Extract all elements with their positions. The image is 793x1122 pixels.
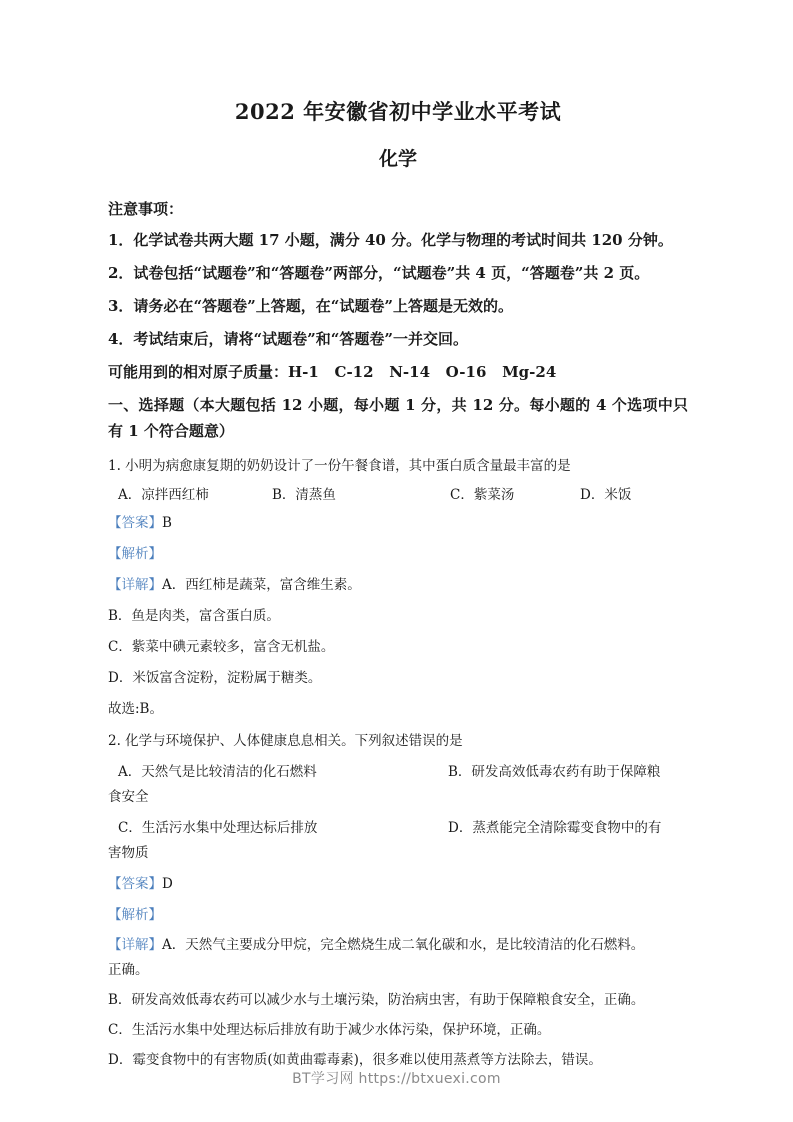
question-1-detail-d: D．米饭富含淀粉，淀粉属于糖类。: [108, 669, 322, 686]
question-1-detail-b: B．鱼是肉类，富含蛋白质。: [108, 607, 280, 624]
question-2-answer: [108, 874, 688, 896]
notice-heading: 注意事项：: [108, 199, 184, 218]
atomic-mass-line: 可能用到的相对原子质量：H-1 C-12 N-14 O-16 Mg-24: [108, 363, 557, 382]
page-content: [108, 0, 688, 1072]
question-1-detail-c: C．紫菜中碘元素较多，富含无机盐。: [108, 638, 335, 655]
notice-item-3: 3．请务必在“答题卷”上答题，在“试题卷”上答题是无效的。: [108, 296, 513, 315]
question-2-analysis-tag: [108, 905, 688, 927]
detail-text: A．天然气主要成分甲烷，完全燃烧生成二氧化碳和水，是比较清洁的化石燃料。: [162, 937, 645, 954]
question-2-options-row-1: [108, 762, 688, 784]
analysis-tag: 【解析】: [108, 546, 162, 563]
detail-tag: 【详解】: [108, 937, 162, 954]
detail-tag: 【详解】: [108, 577, 162, 594]
answer-tag: 【答案】: [108, 515, 162, 532]
footer-watermark: BT学习网 https://btxuexi.com: [292, 1071, 501, 1087]
question-2-option-c[interactable]: C．生活污水集中处理达标后排放: [118, 819, 318, 836]
question-1-options: [108, 485, 688, 504]
notice-item-2: 2．试卷包括“试题卷”和“答题卷”两部分，“试题卷”共 4 页，“答题卷”共 2 页。: [108, 264, 650, 283]
question-1-stem: 1. 小明为病愈康复期的奶奶设计了一份午餐食谱，其中蛋白质含量最丰富的是: [108, 457, 571, 474]
question-2-option-d-wrap: 害物质: [108, 844, 149, 861]
question-1-option-c[interactable]: C．紫菜汤: [450, 487, 515, 504]
question-2-option-b[interactable]: B．研发高效低毒农药有助于保障粮: [448, 764, 661, 781]
question-2-option-a[interactable]: A．天然气是比较清洁的化石燃料: [118, 764, 317, 781]
detail-text: A．西红柿是蔬菜，富含维生素。: [162, 577, 361, 594]
question-2-option-b-wrap: 食安全: [108, 789, 149, 806]
subject-title: 化学: [378, 148, 417, 171]
answer-value: B: [162, 515, 172, 532]
question-1-conclusion: 故选:B。: [108, 700, 163, 717]
question-1-option-a[interactable]: A．凉拌西红柿: [118, 487, 209, 504]
question-2-detail-d: D．霉变食物中的有害物质(如黄曲霉毒素)，很多难以使用蒸煮等方法除去，错误。: [108, 1051, 602, 1068]
question-1-option-b[interactable]: B．清蒸鱼: [272, 487, 336, 504]
question-2-options-row-2: [108, 818, 688, 840]
question-2-detail-c: C．生活污水集中处理达标后排放有助于减少水体污染，保护环境，正确。: [108, 1021, 551, 1038]
analysis-tag: 【解析】: [108, 906, 162, 923]
question-2-detail-b: B．研发高效低毒农药可以减少水与土壤污染，防治病虫害，有助于保障粮食安全，正确。: [108, 992, 645, 1009]
question-2-detail-first-wrap: 正确。: [108, 962, 149, 979]
question-1-analysis-tag: [108, 544, 688, 566]
section-heading: 一、选择题（本大题包括 12 小题，每小题 1 分，共 12 分。每小题的 4 个选项中只有 1 个符合题意）: [108, 395, 688, 440]
question-1-answer: [108, 513, 688, 535]
answer-value: D: [162, 875, 173, 892]
question-2-detail-first: [108, 935, 688, 957]
notice-item-4: 4．考试结束后，请将“试题卷”和“答题卷”一并交回。: [108, 329, 468, 348]
notice-item-1: 1．化学试卷共两大题 17 小题，满分 40 分。化学与物理的考试时间共 120 分钟。: [108, 231, 673, 250]
question-1-detail-first: [108, 575, 688, 597]
question-1-option-d[interactable]: D．米饭: [580, 487, 632, 504]
question-2-stem: 2. 化学与环境保护、人体健康息息相关。下列叙述错误的是: [108, 733, 463, 750]
page-title: 2022 年安徽省初中学业水平考试: [234, 99, 562, 124]
answer-tag: 【答案】: [108, 875, 162, 892]
question-2-option-d[interactable]: D．蒸煮能完全清除霉变食物中的有: [448, 819, 662, 836]
